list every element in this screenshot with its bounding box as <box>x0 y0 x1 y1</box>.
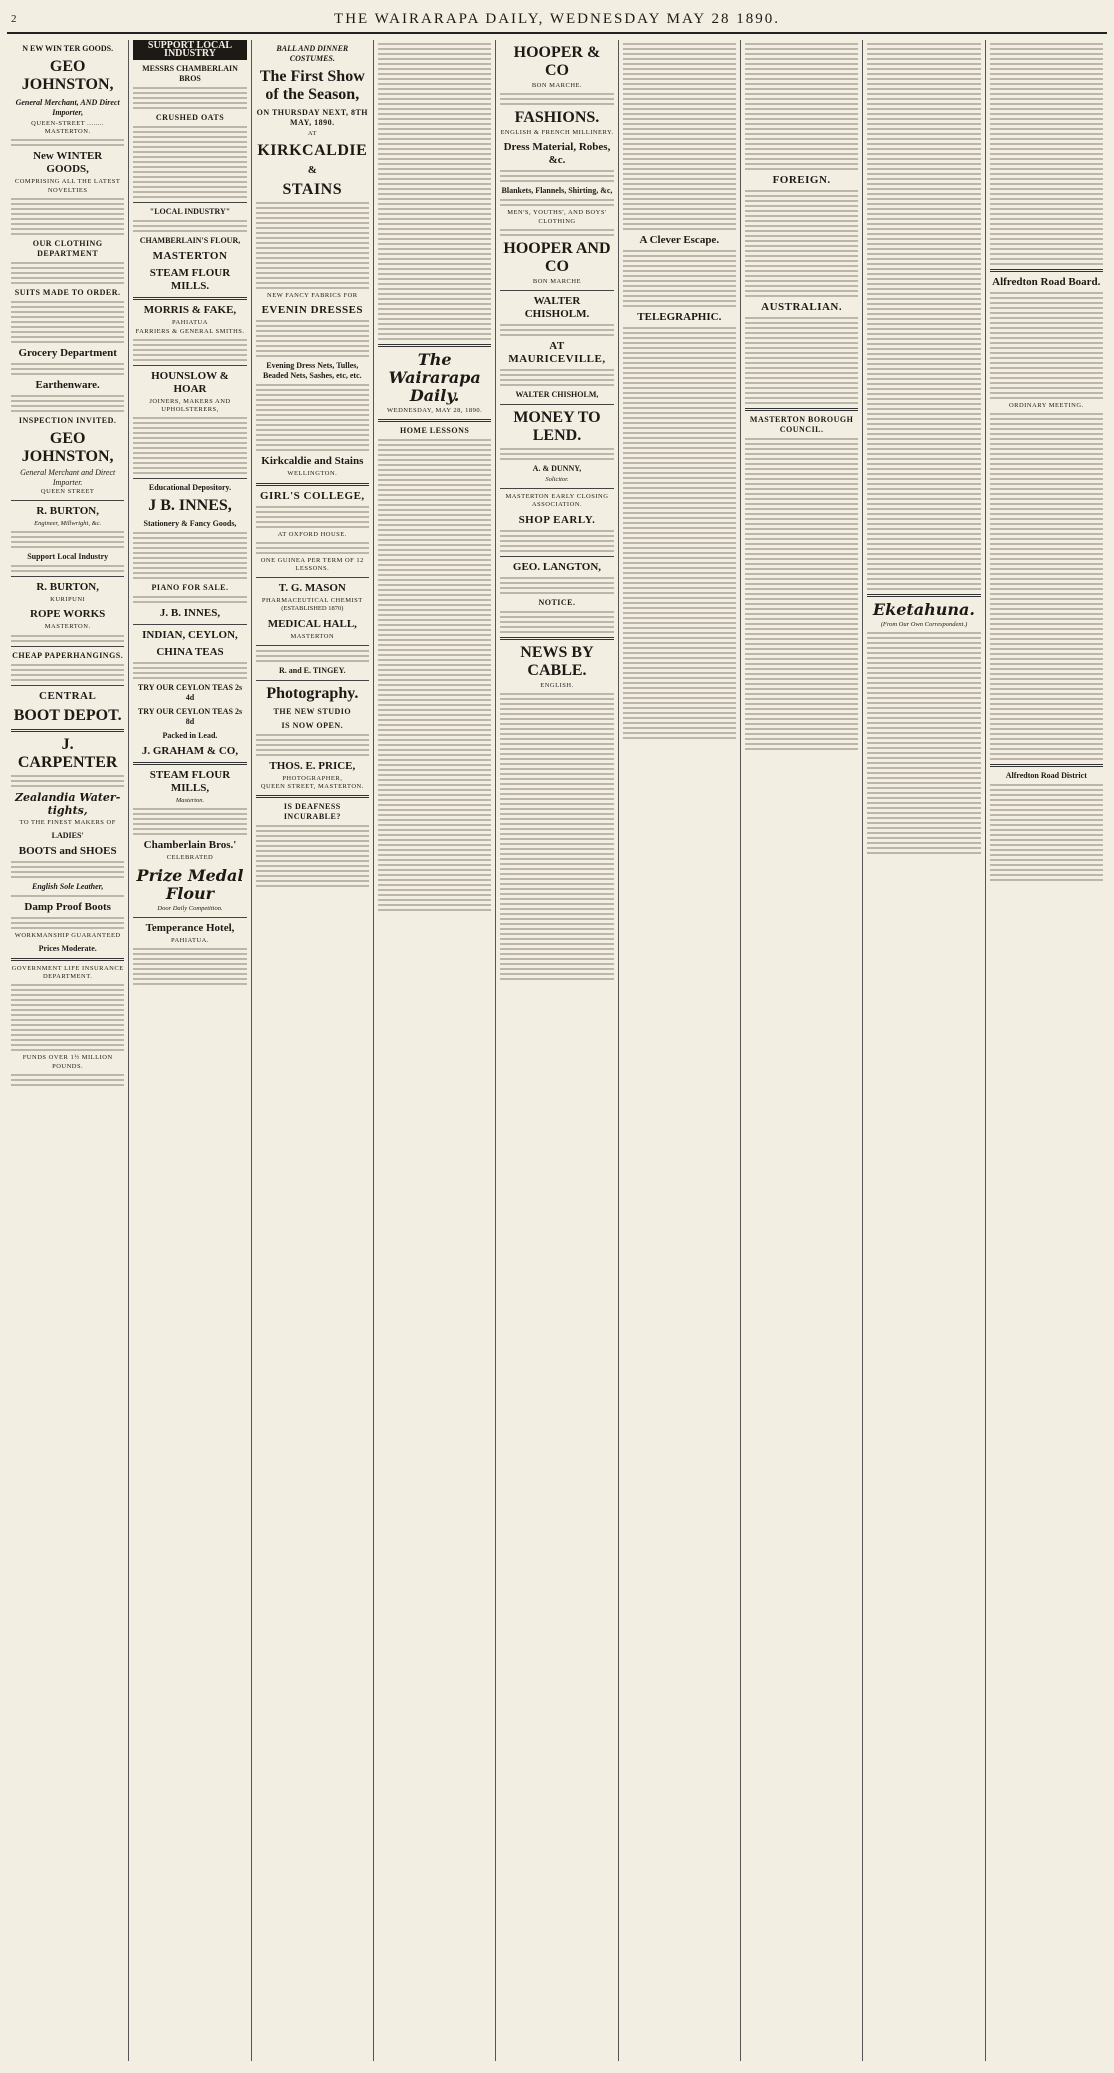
home-lessons: HOME LESSONS <box>399 426 470 436</box>
divider <box>990 764 1103 767</box>
rope-works: ROPE WORKS <box>30 608 106 621</box>
upholsterers: JOINERS, MAKERS AND UPHOLSTERERS, <box>149 397 231 414</box>
column-8 <box>863 40 985 2061</box>
boot-depot: BOOT DEPOT. <box>13 706 122 724</box>
finest-makers: TO THE FINEST MAKERS OF <box>19 818 116 826</box>
divider <box>256 795 369 798</box>
body-text <box>133 532 246 579</box>
body-text <box>256 384 369 451</box>
piano-for-sale: PIANO FOR SALE. <box>151 583 229 593</box>
photography: Photography. <box>266 684 359 702</box>
body-text <box>11 262 124 284</box>
advertiser-role: General Merchant, AND Direct Importer, <box>15 98 120 117</box>
stationery: Stationery & Fancy Goods, <box>143 519 237 529</box>
new-winter-goods-banner: N EW WIN TER GOODS. <box>22 44 114 53</box>
column-1 <box>7 40 129 2061</box>
body-text <box>256 202 369 289</box>
money-to-lend: MONEY TO LEND. <box>513 409 601 445</box>
langton-name: GEO. LANGTON, <box>512 560 602 573</box>
rope-town: MASTERTON. <box>44 623 91 631</box>
column-7 <box>741 40 863 2061</box>
first-show: The First Show of the Season, <box>259 68 365 103</box>
life-insurance: GOVERNMENT LIFE INSURANCE DEPARTMENT. <box>11 965 124 981</box>
bon-marche-2: BON MARCHE <box>532 277 582 285</box>
mens-clothing: MEN'S, YOUTHS', AND BOYS' CLOTHING <box>507 209 607 225</box>
body-text <box>11 664 124 681</box>
divider <box>11 729 124 732</box>
divider <box>867 594 980 597</box>
suits-heading: SUITS MADE TO ORDER. <box>14 287 121 297</box>
column-6 <box>619 40 741 2061</box>
body-text <box>11 531 124 548</box>
price-list <box>133 126 246 198</box>
at-label: AT <box>307 130 317 137</box>
medical-hall: MEDICAL HALL, <box>267 617 357 630</box>
masterton-heading: MASTERTON <box>152 250 228 263</box>
divider <box>133 624 246 625</box>
body-text <box>11 565 124 572</box>
mauriceville: AT MAURICEVILLE, <box>508 340 606 366</box>
eketahuna: Eketahuna. <box>872 600 975 619</box>
ladies-heading: LADIES' <box>51 830 84 840</box>
page-number: 2 <box>11 13 19 25</box>
ampersand: & <box>307 164 317 177</box>
ball-costumes: BALL AND DINNER COSTUMES. <box>276 44 349 63</box>
body-text <box>133 662 246 679</box>
divider <box>378 419 491 422</box>
body-text <box>256 542 369 554</box>
now-open: IS NOW OPEN. <box>281 720 344 730</box>
hooper-name-2: HOOPER AND CO <box>503 239 611 275</box>
divider <box>500 488 613 489</box>
dunny-name: A. & DUNNY, <box>532 464 582 474</box>
body-text <box>990 784 1103 881</box>
divider <box>500 637 613 640</box>
morris-fake: MORRIS & FAKE, <box>143 304 237 317</box>
divider <box>11 958 124 961</box>
body-text <box>500 324 613 336</box>
body-text <box>623 327 736 739</box>
body-text <box>500 199 613 206</box>
steam-flour-mills-2: STEAM FLOUR MILLS, <box>149 769 231 795</box>
celebrated: CELEBRATED <box>166 854 214 862</box>
divider <box>500 290 613 291</box>
divider <box>500 556 613 557</box>
australian: AUSTRALIAN. <box>761 301 843 313</box>
chisholm-name: WALTER CHISHOLM. <box>524 295 590 321</box>
divider <box>11 500 124 501</box>
body-text <box>745 438 858 750</box>
pahiatua-2: PAHIATUA. <box>170 936 209 944</box>
crushed-oats: CRUSHED OATS <box>155 113 225 123</box>
body-text <box>133 808 246 835</box>
body-text <box>256 825 369 887</box>
body-text <box>378 43 491 340</box>
queen-street: QUEEN STREET, MASTERTON. <box>260 783 364 791</box>
body-text <box>133 220 246 232</box>
photographer: PHOTOGRAPHER, <box>282 774 343 782</box>
body-text <box>500 170 613 182</box>
bon-marche: BON MARCHE. <box>531 82 583 89</box>
funds-over: FUNDS OVER 1½ MILLION POUNDS. <box>22 1054 113 1070</box>
body-text <box>990 43 1103 265</box>
dateline: WEDNESDAY, MAY 28, 1890. <box>386 407 483 414</box>
workmanship: WORKMANSHIP GUARANTEED <box>14 931 121 939</box>
body-text <box>11 895 124 897</box>
divider <box>11 646 124 647</box>
ordinary-meeting: ORDINARY MEETING. <box>1008 402 1084 409</box>
pahiatua: PAHIATUA <box>172 319 208 327</box>
body-text <box>623 250 736 307</box>
indian-ceylon: INDIAN, CEYLON, <box>142 629 238 642</box>
divider <box>133 478 246 479</box>
english-heading: ENGLISH. <box>540 681 574 689</box>
advertiser-name-2: GEO JOHNSTON, <box>21 429 114 465</box>
body-text <box>133 417 246 474</box>
prize-medal-flour: Prize Medal Flour <box>136 865 244 903</box>
evening-dresses: EVENIN DRESSES <box>261 304 364 317</box>
zealandia-watertights: Zealandia Water-tights, <box>15 790 121 817</box>
body-text <box>133 87 246 109</box>
fashions: FASHIONS. <box>514 109 600 127</box>
alfredton-road-board: Alfredton Road Board. <box>992 276 1101 288</box>
chisholm-name-2: WALTER CHISHOLM, <box>515 390 599 400</box>
grocery-heading: Grocery Department <box>18 346 117 359</box>
wellington: WELLINGTON. <box>287 470 338 478</box>
sole-leather: English Sole Leather, <box>31 881 104 891</box>
damp-proof-boots: Damp Proof Boots <box>24 900 111 913</box>
divider <box>256 680 369 681</box>
body-text <box>11 198 124 235</box>
body-text <box>500 693 613 980</box>
body-text <box>133 948 246 985</box>
evening-dress-nets: Evening Dress Nets, Tulles, Beaded Nets, Sashes, etc, etc. <box>262 361 362 381</box>
chamberlain-bros: MESSRS CHAMBERLAIN BROS <box>142 64 238 84</box>
kirkcaldie: KIRKCALDIE <box>257 142 368 160</box>
divider <box>500 404 613 405</box>
dress-material: Dress Material, Robes, &c. <box>503 141 611 167</box>
column-4 <box>374 40 496 2061</box>
body-text <box>745 43 858 170</box>
body-text <box>500 448 613 460</box>
body-text <box>500 93 613 105</box>
chemist: PHARMACEUTICAL CHEMIST <box>261 597 363 605</box>
divider <box>378 344 491 347</box>
clothing-department: OUR CLOTHING DEPARTMENT <box>32 238 103 258</box>
body-text <box>256 320 369 357</box>
support-local-industry: SUPPORT LOCAL INDUSTRY <box>133 40 246 60</box>
column-2 <box>129 40 251 2061</box>
column-3 <box>252 40 374 2061</box>
body-text <box>256 734 369 756</box>
price-name: THOS. E. PRICE, <box>269 759 356 772</box>
tea-price-2: TRY OUR CEYLON TEAS 2s 8d <box>137 707 243 727</box>
alfredton-road-district: Alfredton Road District <box>1005 771 1087 781</box>
divider <box>256 645 369 646</box>
body-text <box>990 292 1103 399</box>
wairarapa-daily: The Wairarapa Daily. <box>388 350 481 405</box>
body-text <box>256 650 369 662</box>
body-text <box>11 917 124 929</box>
body-text <box>990 413 1103 760</box>
body-text <box>133 339 246 361</box>
early-closing: MASTERTON EARLY CLOSING ASSOCIATION. <box>505 493 609 509</box>
china-teas: CHINA TEAS <box>156 646 224 659</box>
body-text <box>867 632 980 854</box>
advertiser-role-2: General Merchant and Direct Importer. <box>20 467 116 487</box>
masthead <box>7 6 1107 34</box>
body-text <box>11 363 124 375</box>
winter-goods-sub: COMPRISING ALL THE LATEST NOVELTIES <box>14 178 121 194</box>
local-industry: "LOCAL INDUSTRY" <box>149 207 231 217</box>
temperance-hotel: Temperance Hotel, <box>145 921 235 934</box>
deafness: IS DEAFNESS INCURABLE? <box>283 802 341 822</box>
body-text <box>500 611 613 633</box>
telegraphic: TELEGRAPHIC. <box>637 311 722 323</box>
kirkcaldie-stains-2: Kirkcaldie and Stains <box>261 455 364 468</box>
steam-flour-mills: STEAM FLOUR MILLS. <box>149 267 231 293</box>
steam-town: Masterton. <box>175 797 205 805</box>
advertiser-name: GEO JOHNSTON, <box>21 58 114 93</box>
mason-name: T. G. MASON <box>278 582 346 595</box>
innes-name-2: J. B. INNES, <box>159 607 221 620</box>
boots-and-shoes: BOOTS and SHOES <box>18 844 117 857</box>
advertiser-street-2: QUEEN STREET <box>40 487 95 495</box>
masthead-title: THE WAIRARAPA DAILY, WEDNESDAY MAY 28 1890. <box>334 10 780 27</box>
educational-depository: Educational Depository. <box>148 483 232 493</box>
burton-name-2: R. BURTON, <box>36 581 99 594</box>
body-text <box>11 301 124 343</box>
body-text <box>11 775 124 787</box>
divider <box>133 297 246 300</box>
correspondent: (From Our Own Correspondent.) <box>880 621 968 628</box>
kuripuni: KURIPUNI <box>50 596 86 604</box>
advertiser-street: QUEEN-STREET ........ MASTERTON. <box>31 120 105 136</box>
guinea-per-term: ONE GUINEA PER TERM OF 12 LESSONS. <box>260 556 364 573</box>
newspaper-page <box>7 6 1107 2061</box>
body-text <box>745 317 858 404</box>
blankets: Blankets, Flannels, Shirting, &c, <box>501 186 613 196</box>
medical-town: MASTERTON <box>290 632 335 640</box>
body-text <box>500 229 613 236</box>
borough-council: MASTERTON BOROUGH COUNCIL. <box>749 415 854 434</box>
stains: STAINS <box>282 181 343 199</box>
divider <box>745 408 858 411</box>
body-text <box>745 190 858 297</box>
divider <box>990 269 1103 272</box>
body-text <box>867 43 980 590</box>
shop-early: SHOP EARLY. <box>518 513 596 526</box>
tea-price-1: TRY OUR CEYLON TEAS 2s 4d <box>137 683 243 703</box>
english-french-millinery: ENGLISH & FRENCH MILLINERY. <box>500 129 614 137</box>
established: (ESTABLISHED 1870) <box>281 605 344 613</box>
divider <box>133 762 246 765</box>
inspection-heading: INSPECTION INVITED. <box>18 415 117 425</box>
body-text <box>256 506 369 528</box>
new-fancy-fabrics: NEW FANCY FABRICS FOR <box>267 292 358 300</box>
girls-college: GIRL'S COLLEGE, <box>259 489 365 502</box>
news-by-cable: NEWS BY CABLE. <box>520 643 594 679</box>
divider <box>133 917 246 918</box>
divider <box>133 365 246 366</box>
body-text <box>11 395 124 412</box>
paperhangings: CHEAP PAPERHANGINGS. <box>12 650 124 660</box>
columns <box>7 40 1107 2061</box>
prices-moderate: Prices Moderate. <box>38 944 97 954</box>
divider <box>11 685 124 686</box>
divider <box>11 576 124 577</box>
burton-name: R. BURTON, <box>36 505 99 518</box>
new-studio: THE NEW STUDIO <box>273 706 352 716</box>
door-competition: Door Daily Competition. <box>157 904 223 912</box>
chamberlain-bros-2: Chamberlain Bros.' <box>143 839 237 852</box>
body-text <box>11 139 124 146</box>
burton-role: Engineer, Millwright, &c. <box>34 520 102 528</box>
body-text <box>11 635 124 642</box>
body-text <box>623 43 736 230</box>
carpenter-name: J. CARPENTER <box>17 735 118 771</box>
thursday-next: ON THURSDAY NEXT, 8TH MAY, 1890. <box>256 108 369 127</box>
innes-name: J B. INNES, <box>148 497 232 515</box>
column-5 <box>496 40 618 2061</box>
body-text <box>11 1074 124 1086</box>
hounslow-hoar: HOUNSLOW & HOAR <box>151 369 229 395</box>
divider <box>256 483 369 486</box>
notice: NOTICE. <box>538 597 576 607</box>
clever-escape: A Clever Escape. <box>639 234 720 246</box>
divider <box>256 577 369 578</box>
tingey: R. and E. TINGEY. <box>278 665 346 675</box>
body-text <box>133 596 246 603</box>
winter-goods-headline: New WINTER GOODS, <box>33 150 103 176</box>
solicitor: Solicitor. <box>545 476 569 484</box>
packed-in-lead: Packed in Lead. <box>162 731 218 741</box>
foreign: FOREIGN. <box>772 174 831 186</box>
central-heading: CENTRAL <box>39 689 97 702</box>
body-text <box>500 530 613 552</box>
divider <box>133 202 246 203</box>
hooper-name: HOOPER & CO <box>513 44 601 79</box>
column-9 <box>986 40 1107 2061</box>
body-text <box>11 984 124 1051</box>
body-text <box>500 369 613 386</box>
support-local: Support Local Industry <box>27 552 109 562</box>
oxford-house: AT OXFORD HOUSE. <box>277 530 347 538</box>
body-text <box>500 577 613 594</box>
body-text <box>378 439 491 911</box>
body-text <box>11 861 124 878</box>
farriers: FARRIERS & GENERAL SMITHS. <box>135 327 245 335</box>
chamberlains-flour: CHAMBERLAIN'S FLOUR, <box>139 236 241 246</box>
graham-name: J. GRAHAM & CO, <box>141 745 239 758</box>
earthenware-heading: Earthenware. <box>35 378 100 391</box>
